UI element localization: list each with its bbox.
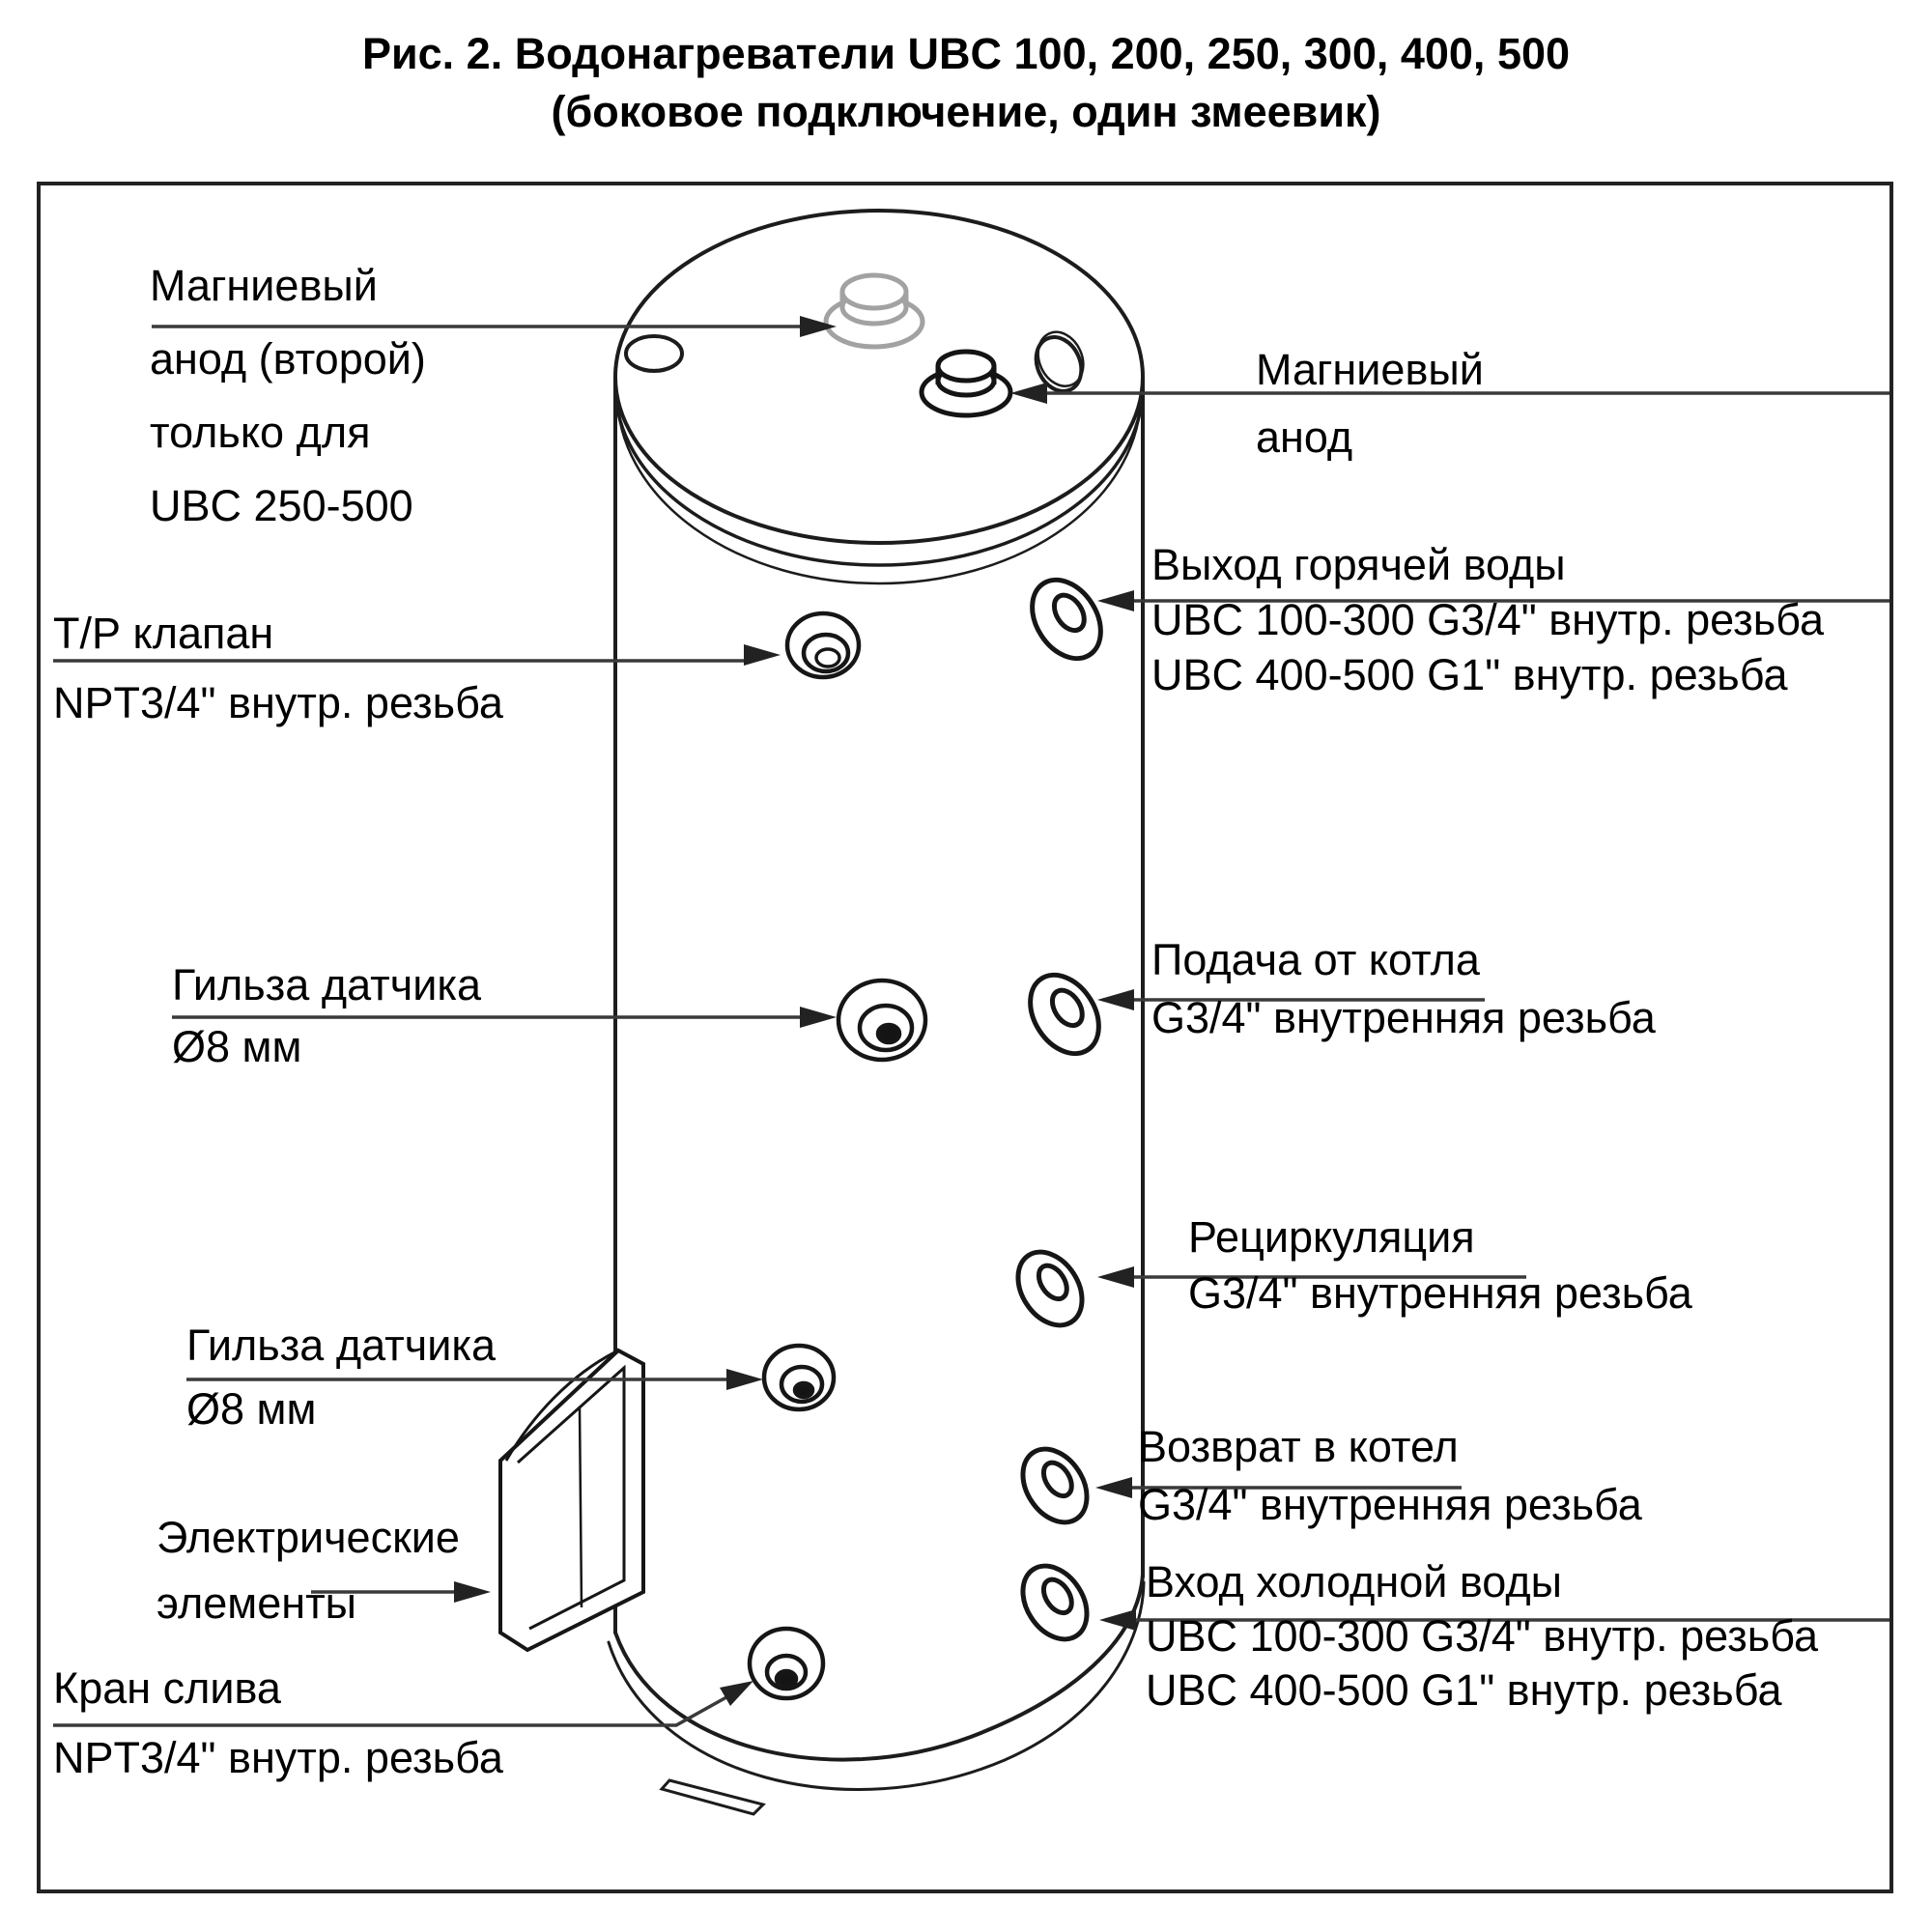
label-drain-valve (53, 1654, 503, 1793)
label-magnesium-anode (1256, 336, 1484, 471)
magnesium-anode-second (826, 275, 923, 347)
arrow-return-to-boiler (1095, 1477, 1132, 1498)
label-magnesium-anode-second (150, 249, 426, 543)
fitting-tp-valve (787, 613, 859, 677)
arrow-sensor-sleeve-1 (800, 1007, 837, 1028)
fitting-sensor-sleeve-2 (764, 1346, 834, 1409)
figure-title-line-2: (боковое подключение, один змеевик) (551, 87, 1381, 136)
tank-top-ellipse (615, 211, 1143, 543)
arrow-anode (1010, 383, 1047, 404)
fittings-side (1005, 567, 1115, 1651)
label-line: Электрические (156, 1513, 460, 1562)
label-line: UBC 100-300 G3/4" внутр. резьба (1151, 595, 1825, 644)
label-line: Ø8 мм (186, 1384, 317, 1434)
label-line: Кран слива (53, 1663, 281, 1713)
arrow-hot-water-outlet (1097, 590, 1134, 611)
electric-elements-cover (500, 1350, 643, 1650)
label-line: G3/4" внутренняя резьба (1138, 1480, 1642, 1529)
fitting-drain-valve (750, 1629, 823, 1698)
fitting-sensor-sleeve-1 (838, 980, 925, 1060)
label-sensor-sleeve-1 (172, 954, 481, 1078)
magnesium-anode-main (922, 352, 1010, 415)
label-line: NPT3/4" внутр. резьба (53, 1733, 503, 1782)
label-line: элементы (156, 1578, 357, 1628)
label-line: Магниевый (150, 261, 378, 310)
label-line: анод (1256, 412, 1353, 462)
label-line: NPT3/4" внутр. резьба (53, 678, 503, 727)
arrow-cold-water-inlet (1099, 1609, 1136, 1631)
fitting-boiler-supply (1016, 962, 1113, 1066)
figure-title-line-1: Рис. 2. Водонагреватели UBC 100, 200, 250, 300, 400, 500 (361, 29, 1571, 78)
fittings-front (750, 613, 925, 1698)
label-line: G3/4" внутренняя резьба (1188, 1268, 1692, 1318)
arrow-recirculation (1097, 1266, 1134, 1288)
arrow-drain-valve (720, 1681, 753, 1706)
label-line: UBC 400-500 G1" внутр. резьба (1151, 650, 1788, 699)
label-electric-elements (156, 1505, 460, 1636)
arrow-tp-valve (744, 644, 781, 666)
label-line: G3/4" внутренняя резьба (1151, 993, 1656, 1042)
label-hot-water-outlet (1151, 537, 1824, 702)
label-line: UBC 400-500 G1" внутр. резьба (1146, 1665, 1782, 1715)
fitting-cold-water-inlet (1009, 1554, 1099, 1651)
label-line: Гильза датчика (186, 1321, 497, 1370)
label-boiler-supply (1151, 931, 1656, 1047)
label-line: Т/Р клапан (53, 609, 274, 658)
fitting-return-to-boiler (1009, 1437, 1099, 1534)
fitting-recirculation (1005, 1240, 1094, 1337)
tank-top-rim (615, 386, 1143, 565)
arrow-boiler-supply (1097, 989, 1134, 1010)
label-line: Гильза датчика (172, 960, 482, 1009)
tank-top-rim-2 (617, 394, 1141, 583)
label-line: Вход холодной воды (1146, 1557, 1562, 1606)
label-line: Выход горячей воды (1151, 540, 1566, 589)
label-line: UBC 250-500 (150, 481, 413, 530)
label-line: Рециркуляция (1188, 1212, 1475, 1262)
label-sensor-sleeve-2 (186, 1314, 496, 1441)
fitting-hot-water-outlet (1018, 567, 1115, 671)
label-cold-water-inlet (1146, 1555, 1818, 1718)
label-line: только для (150, 408, 371, 457)
label-line: UBC 100-300 G3/4" внутр. резьба (1146, 1611, 1819, 1661)
label-return-to-boiler (1138, 1418, 1642, 1534)
label-line: Магниевый (1256, 345, 1484, 394)
label-line: Возврат в котел (1138, 1422, 1459, 1471)
label-tp-valve (53, 599, 503, 738)
label-recirculation (1188, 1209, 1692, 1321)
figure-title (0, 25, 1932, 141)
arrow-sensor-sleeve-2 (726, 1369, 763, 1390)
label-line: Ø8 мм (172, 1022, 302, 1071)
tank-foot (662, 1780, 763, 1814)
label-line: анод (второй) (150, 334, 426, 384)
label-line: Подача от котла (1151, 935, 1480, 984)
